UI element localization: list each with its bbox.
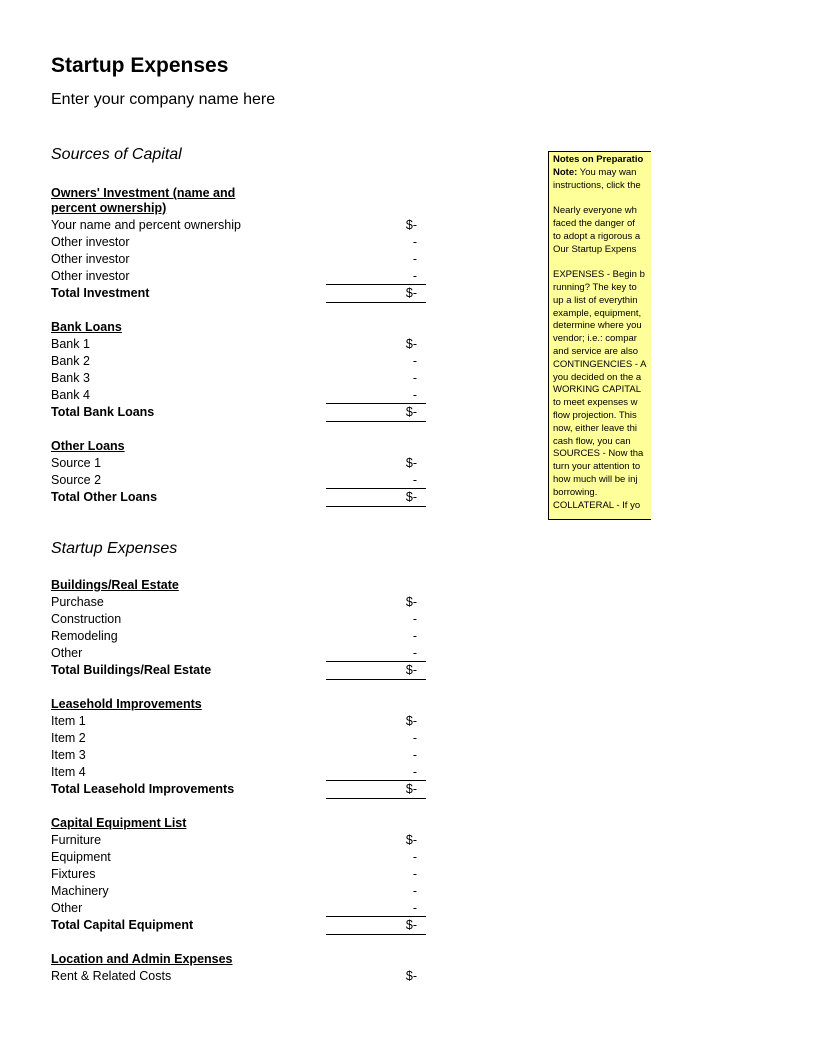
total-capital-equipment-row xyxy=(51,918,426,935)
row-label: Bank 3 xyxy=(51,371,90,385)
notes-line: instructions, click the xyxy=(553,179,641,191)
row-value[interactable]: $- xyxy=(405,714,417,728)
startup-expenses-title: Startup Expenses xyxy=(51,540,178,557)
notes-line: borrowing. xyxy=(553,486,598,498)
total-buildings-row xyxy=(51,663,426,680)
buildings-row[interactable] xyxy=(51,646,426,663)
total-other-loans-row xyxy=(51,490,426,507)
row-label: Source 1 xyxy=(51,456,102,470)
notes-line: how much will be inj xyxy=(553,473,638,485)
notes-line xyxy=(553,167,651,180)
leasehold-row[interactable] xyxy=(51,765,426,782)
notes-line: CONTINGENCIES - A xyxy=(553,358,647,370)
capital-equipment-header xyxy=(51,816,426,833)
row-label: Your name and percent ownership xyxy=(51,218,241,232)
row-label: Purchase xyxy=(51,595,104,609)
row-value[interactable]: - xyxy=(412,765,417,779)
buildings-row[interactable] xyxy=(51,629,426,646)
row-label: Item 3 xyxy=(51,748,86,762)
row-label: Furniture xyxy=(51,833,102,847)
row-value[interactable]: - xyxy=(412,269,417,283)
owners-row[interactable] xyxy=(51,235,426,252)
row-value[interactable]: - xyxy=(412,235,417,249)
equipment-row[interactable] xyxy=(51,833,426,850)
buildings-row[interactable] xyxy=(51,595,426,612)
bank-row[interactable] xyxy=(51,337,426,354)
row-value[interactable]: $- xyxy=(405,595,417,609)
section-header-label: Leasehold Improvements xyxy=(51,697,202,711)
row-label: Other xyxy=(51,901,83,915)
leasehold-row[interactable] xyxy=(51,714,426,731)
row-label: Equipment xyxy=(51,850,111,864)
total-label: Total Bank Loans xyxy=(51,405,155,419)
row-value[interactable]: $- xyxy=(405,456,417,470)
row-label: Construction xyxy=(51,612,122,626)
owners-row[interactable] xyxy=(51,218,426,235)
notes-line: EXPENSES - Begin b xyxy=(553,269,645,281)
section-header-label: Buildings/Real Estate xyxy=(51,578,179,592)
owners-investment-header-line1: Owners' Investment (name and xyxy=(51,186,236,200)
row-label: Other investor xyxy=(51,235,130,249)
notes-comment-box[interactable] xyxy=(548,151,651,520)
section-header-label: Location and Admin Expenses xyxy=(51,952,233,966)
notes-line: to meet expenses w xyxy=(553,397,638,409)
section-header-label: Capital Equipment List xyxy=(51,816,187,830)
other-loan-row[interactable] xyxy=(51,473,426,490)
total-label: Total Capital Equipment xyxy=(51,918,194,932)
row-label: Bank 1 xyxy=(51,337,90,351)
equipment-row[interactable] xyxy=(51,867,426,884)
notes-line: cash flow, you can xyxy=(553,435,631,447)
row-label: Fixtures xyxy=(51,867,96,881)
total-value: $- xyxy=(405,918,417,932)
row-value[interactable]: - xyxy=(412,884,417,898)
notes-line: vendor; i.e.: compar xyxy=(553,333,637,345)
leasehold-row[interactable] xyxy=(51,748,426,765)
notes-line: now, either leave thi xyxy=(553,422,637,434)
notes-title: Notes on Preparatio xyxy=(553,154,644,165)
total-leasehold-row xyxy=(51,782,426,799)
bank-loans-header xyxy=(51,320,426,337)
notes-line: SOURCES - Now tha xyxy=(553,448,644,460)
notes-line: COLLATERAL - If yo xyxy=(553,499,641,511)
notes-line: to adopt a rigorous a xyxy=(553,230,641,242)
row-label: Other xyxy=(51,646,83,660)
section-header-label: Bank Loans xyxy=(51,320,122,334)
row-value[interactable]: - xyxy=(412,867,417,881)
row-label: Item 1 xyxy=(51,714,86,728)
row-value[interactable]: - xyxy=(412,629,417,643)
row-value[interactable]: - xyxy=(412,748,417,762)
equipment-row[interactable] xyxy=(51,901,426,918)
row-value[interactable]: $- xyxy=(405,218,417,232)
row-label: Item 2 xyxy=(51,731,86,745)
owners-investment-header-line2: percent ownership) xyxy=(51,201,167,215)
row-value[interactable]: - xyxy=(412,354,417,368)
owners-row[interactable] xyxy=(51,269,426,286)
notes-line: up a list of everythin xyxy=(553,294,638,306)
row-label: Bank 4 xyxy=(51,388,90,402)
equipment-row[interactable] xyxy=(51,850,426,867)
row-label: Other investor xyxy=(51,252,130,266)
row-value[interactable]: - xyxy=(412,646,417,660)
leasehold-header xyxy=(51,697,426,714)
notes-line: turn your attention to xyxy=(553,461,641,473)
total-label: Total Buildings/Real Estate xyxy=(51,663,212,677)
other-loan-row[interactable] xyxy=(51,456,426,473)
row-label: Other investor xyxy=(51,269,130,283)
other-loans-header xyxy=(51,439,426,456)
total-label: Total Leasehold Improvements xyxy=(51,782,235,796)
total-value: $- xyxy=(405,286,417,300)
bank-row[interactable] xyxy=(51,388,426,405)
buildings-row[interactable] xyxy=(51,612,426,629)
notes-line: and service are also xyxy=(553,345,639,357)
notes-line: you decided on the a xyxy=(553,371,642,383)
owners-row[interactable] xyxy=(51,252,426,269)
notes-note-label: Note: xyxy=(553,166,578,178)
row-value[interactable]: - xyxy=(412,612,417,626)
total-value: $- xyxy=(405,490,417,504)
row-label: Rent & Related Costs xyxy=(51,969,172,983)
row-value[interactable]: $- xyxy=(405,969,417,983)
notes-line: Our Startup Expens xyxy=(553,243,637,255)
notes-line: flow projection. This xyxy=(553,409,637,421)
notes-note-text: You may wan xyxy=(577,166,637,178)
bank-row[interactable] xyxy=(51,371,426,388)
total-value: $- xyxy=(405,663,417,677)
section-header-label: Other Loans xyxy=(51,439,125,453)
bank-row[interactable] xyxy=(51,354,426,371)
total-value: $- xyxy=(405,405,417,419)
notes-line: Nearly everyone wh xyxy=(553,205,637,217)
equipment-row[interactable] xyxy=(51,884,426,901)
buildings-header xyxy=(51,578,426,595)
company-name-field[interactable]: Enter your company name here xyxy=(51,91,276,108)
total-label: Total Investment xyxy=(51,286,150,300)
total-label: Total Other Loans xyxy=(51,490,158,504)
row-label: Remodeling xyxy=(51,629,118,643)
row-value[interactable]: $- xyxy=(405,337,417,351)
notes-line: example, equipment, xyxy=(553,307,642,319)
row-value[interactable]: - xyxy=(412,731,417,745)
row-value[interactable]: - xyxy=(412,850,417,864)
page-title: Startup Expenses xyxy=(51,54,229,77)
notes-line: WORKING CAPITAL xyxy=(553,384,641,396)
row-label: Source 2 xyxy=(51,473,102,487)
sources-of-capital-title: Sources of Capital xyxy=(51,146,182,163)
row-value[interactable]: - xyxy=(412,388,417,402)
row-value[interactable]: - xyxy=(412,371,417,385)
row-value[interactable]: - xyxy=(412,473,417,487)
row-value[interactable]: - xyxy=(412,252,417,266)
location-admin-header xyxy=(51,952,426,969)
leasehold-row[interactable] xyxy=(51,731,426,748)
notes-line: running? The key to xyxy=(553,281,637,293)
owners-investment-header xyxy=(51,186,291,216)
total-investment-row xyxy=(51,286,426,303)
total-value: $- xyxy=(405,782,417,796)
row-label: Machinery xyxy=(51,884,109,898)
notes-line: determine where you xyxy=(553,320,642,332)
row-label: Bank 2 xyxy=(51,354,90,368)
row-label: Item 4 xyxy=(51,765,86,779)
row-value[interactable]: - xyxy=(412,901,417,915)
total-bank-loans-row xyxy=(51,405,426,422)
row-value[interactable]: $- xyxy=(405,833,417,847)
location-admin-row[interactable] xyxy=(51,969,426,986)
notes-line: faced the danger of xyxy=(553,217,635,229)
